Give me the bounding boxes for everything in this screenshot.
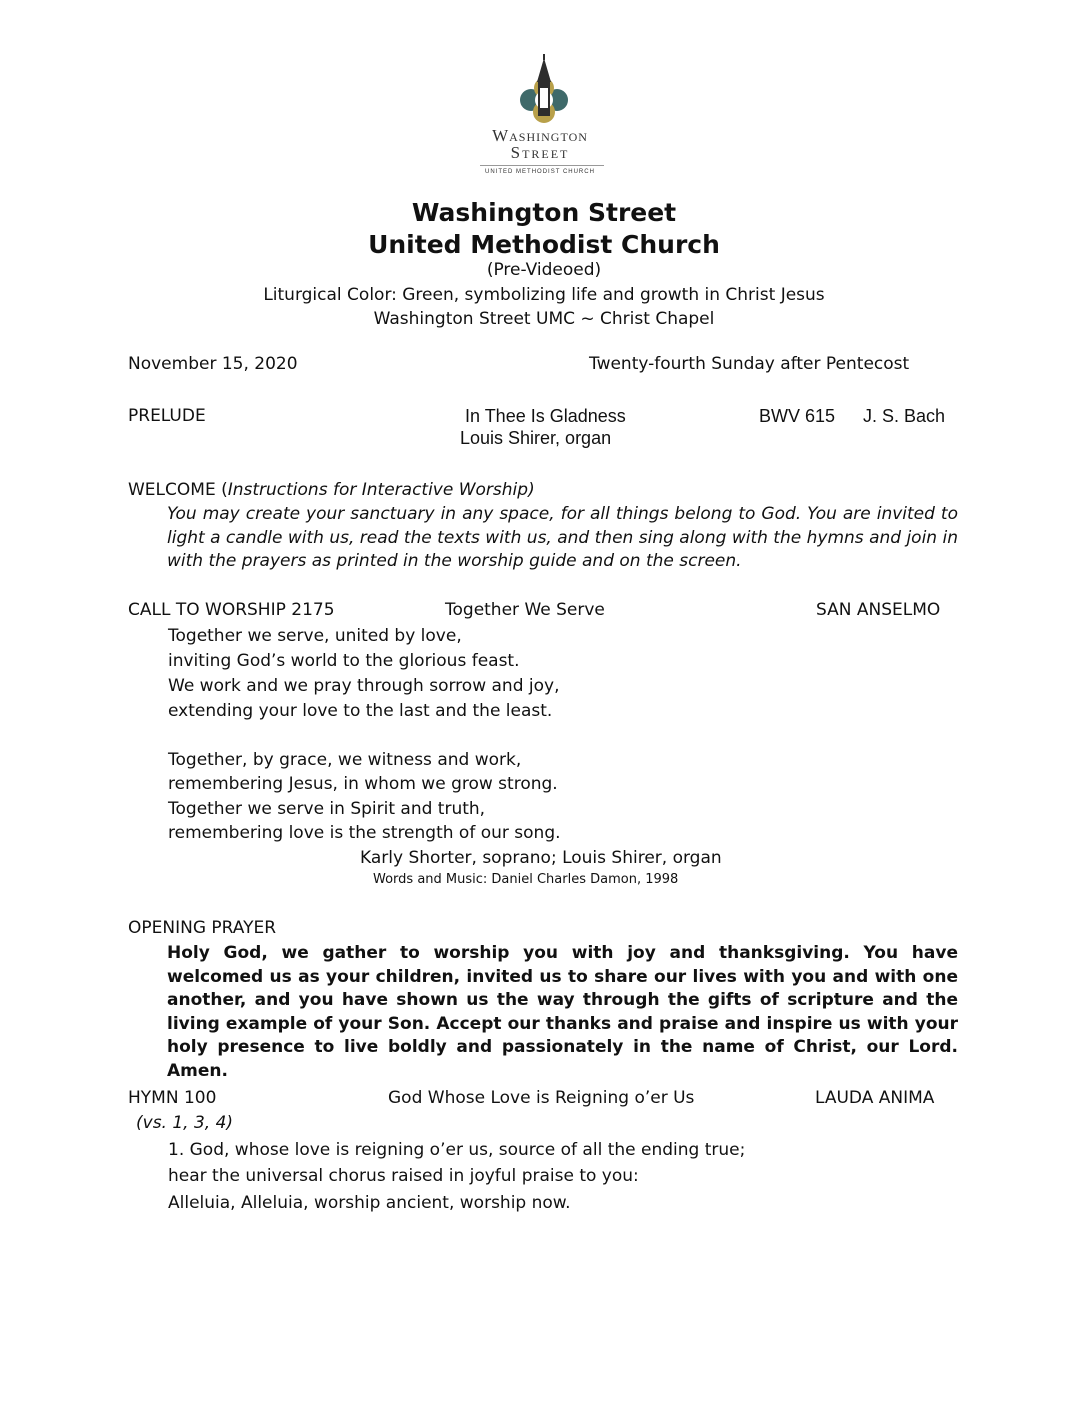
welcome-label-italic: Instructions for Interactive Worship) [227,480,535,500]
prelude-composer: J. S. Bach [863,406,946,426]
hymn-tune: LAUDA ANIMA [815,1088,935,1108]
welcome-instructions: You may create your sanctuary in any space, for all things belong to God. You are invited to light a candle with us, read the texts with us, and then sing along with the hymns and join in with the prayers as printed in the worship guide and on the screen. [167,504,958,571]
call-to-worship-tune: SAN ANSELMO [816,600,941,620]
page-title-line1: Washington Street [411,198,677,227]
hymn-title: God Whose Love is Reigning o’er Us [388,1088,695,1108]
call-to-worship-title: Together We Serve [445,600,605,620]
hymn-line: hear the universal chorus raised in joyful praise to you: [168,1166,639,1186]
call-line: Together we serve in Spirit and truth, [168,799,486,819]
page-title-line2: United Methodist Church [368,230,720,259]
hymn-line: 1. God, whose love is reigning o’er us, source of all the ending true; [168,1140,746,1160]
opening-prayer-text: Holy God, we gather to worship you with joy and thanksgiving. You have welcomed us as your children, invited us to share our lives with you and with one another, and you have shown us the way through the gifts of scripture and the living example of your Son. Accept our thanks and praise and inspire us with your holy presence to live boldly and passionately in the name of Christ, our Lord. Amen. [167,943,958,1081]
call-line: inviting God’s world to the glorious feast. [168,651,520,671]
call-line: remembering Jesus, in whom we grow strong. [168,774,558,794]
call-line: remembering love is the strength of our song. [168,823,561,843]
prelude-piece: In Thee Is Gladness [465,406,626,426]
logo-wordmark-line3: UNITED METHODIST CHURCH [485,169,595,175]
hymn-line: Alleluia, Alleluia, worship ancient, worship now. [168,1193,571,1213]
call-line: Together we serve, united by love, [168,626,462,646]
location: Washington Street UMC ~ Christ Chapel [373,309,715,329]
logo-wordmark-line2: Street [510,143,570,162]
logo-wordmark-line1: Washington [492,126,588,145]
prelude-performer: Louis Shirer, organ [460,428,612,448]
call-to-worship-label: CALL TO WORSHIP 2175 [128,600,335,620]
welcome-heading [128,480,535,500]
logo-divider [480,165,604,166]
prelude-label: PRELUDE [128,406,206,426]
hymn-verses: (vs. 1, 3, 4) [136,1113,234,1133]
call-line: We work and we pray through sorrow and joy, [168,676,560,696]
hymn-label: HYMN 100 [128,1088,217,1108]
call-credits: Words and Music: Daniel Charles Damon, 1998 [373,872,679,887]
call-line: Together, by grace, we witness and work, [168,750,522,770]
opening-prayer-label: OPENING PRAYER [128,918,277,938]
church-logo [516,54,572,126]
welcome-label: WELCOME ( [128,480,228,500]
subtitle: (Pre-Videoed) [486,260,602,280]
service-date: November 15, 2020 [128,354,298,374]
liturgical-color: Liturgical Color: Green, symbolizing life and growth in Christ Jesus [263,285,825,305]
call-line: extending your love to the last and the least. [168,701,553,721]
prelude-catalog: BWV 615 [759,406,836,426]
liturgical-occasion: Twenty-fourth Sunday after Pentecost [589,354,910,374]
church-spire-emblem-icon [516,54,572,126]
call-performers: Karly Shorter, soprano; Louis Shirer, organ [360,848,722,868]
